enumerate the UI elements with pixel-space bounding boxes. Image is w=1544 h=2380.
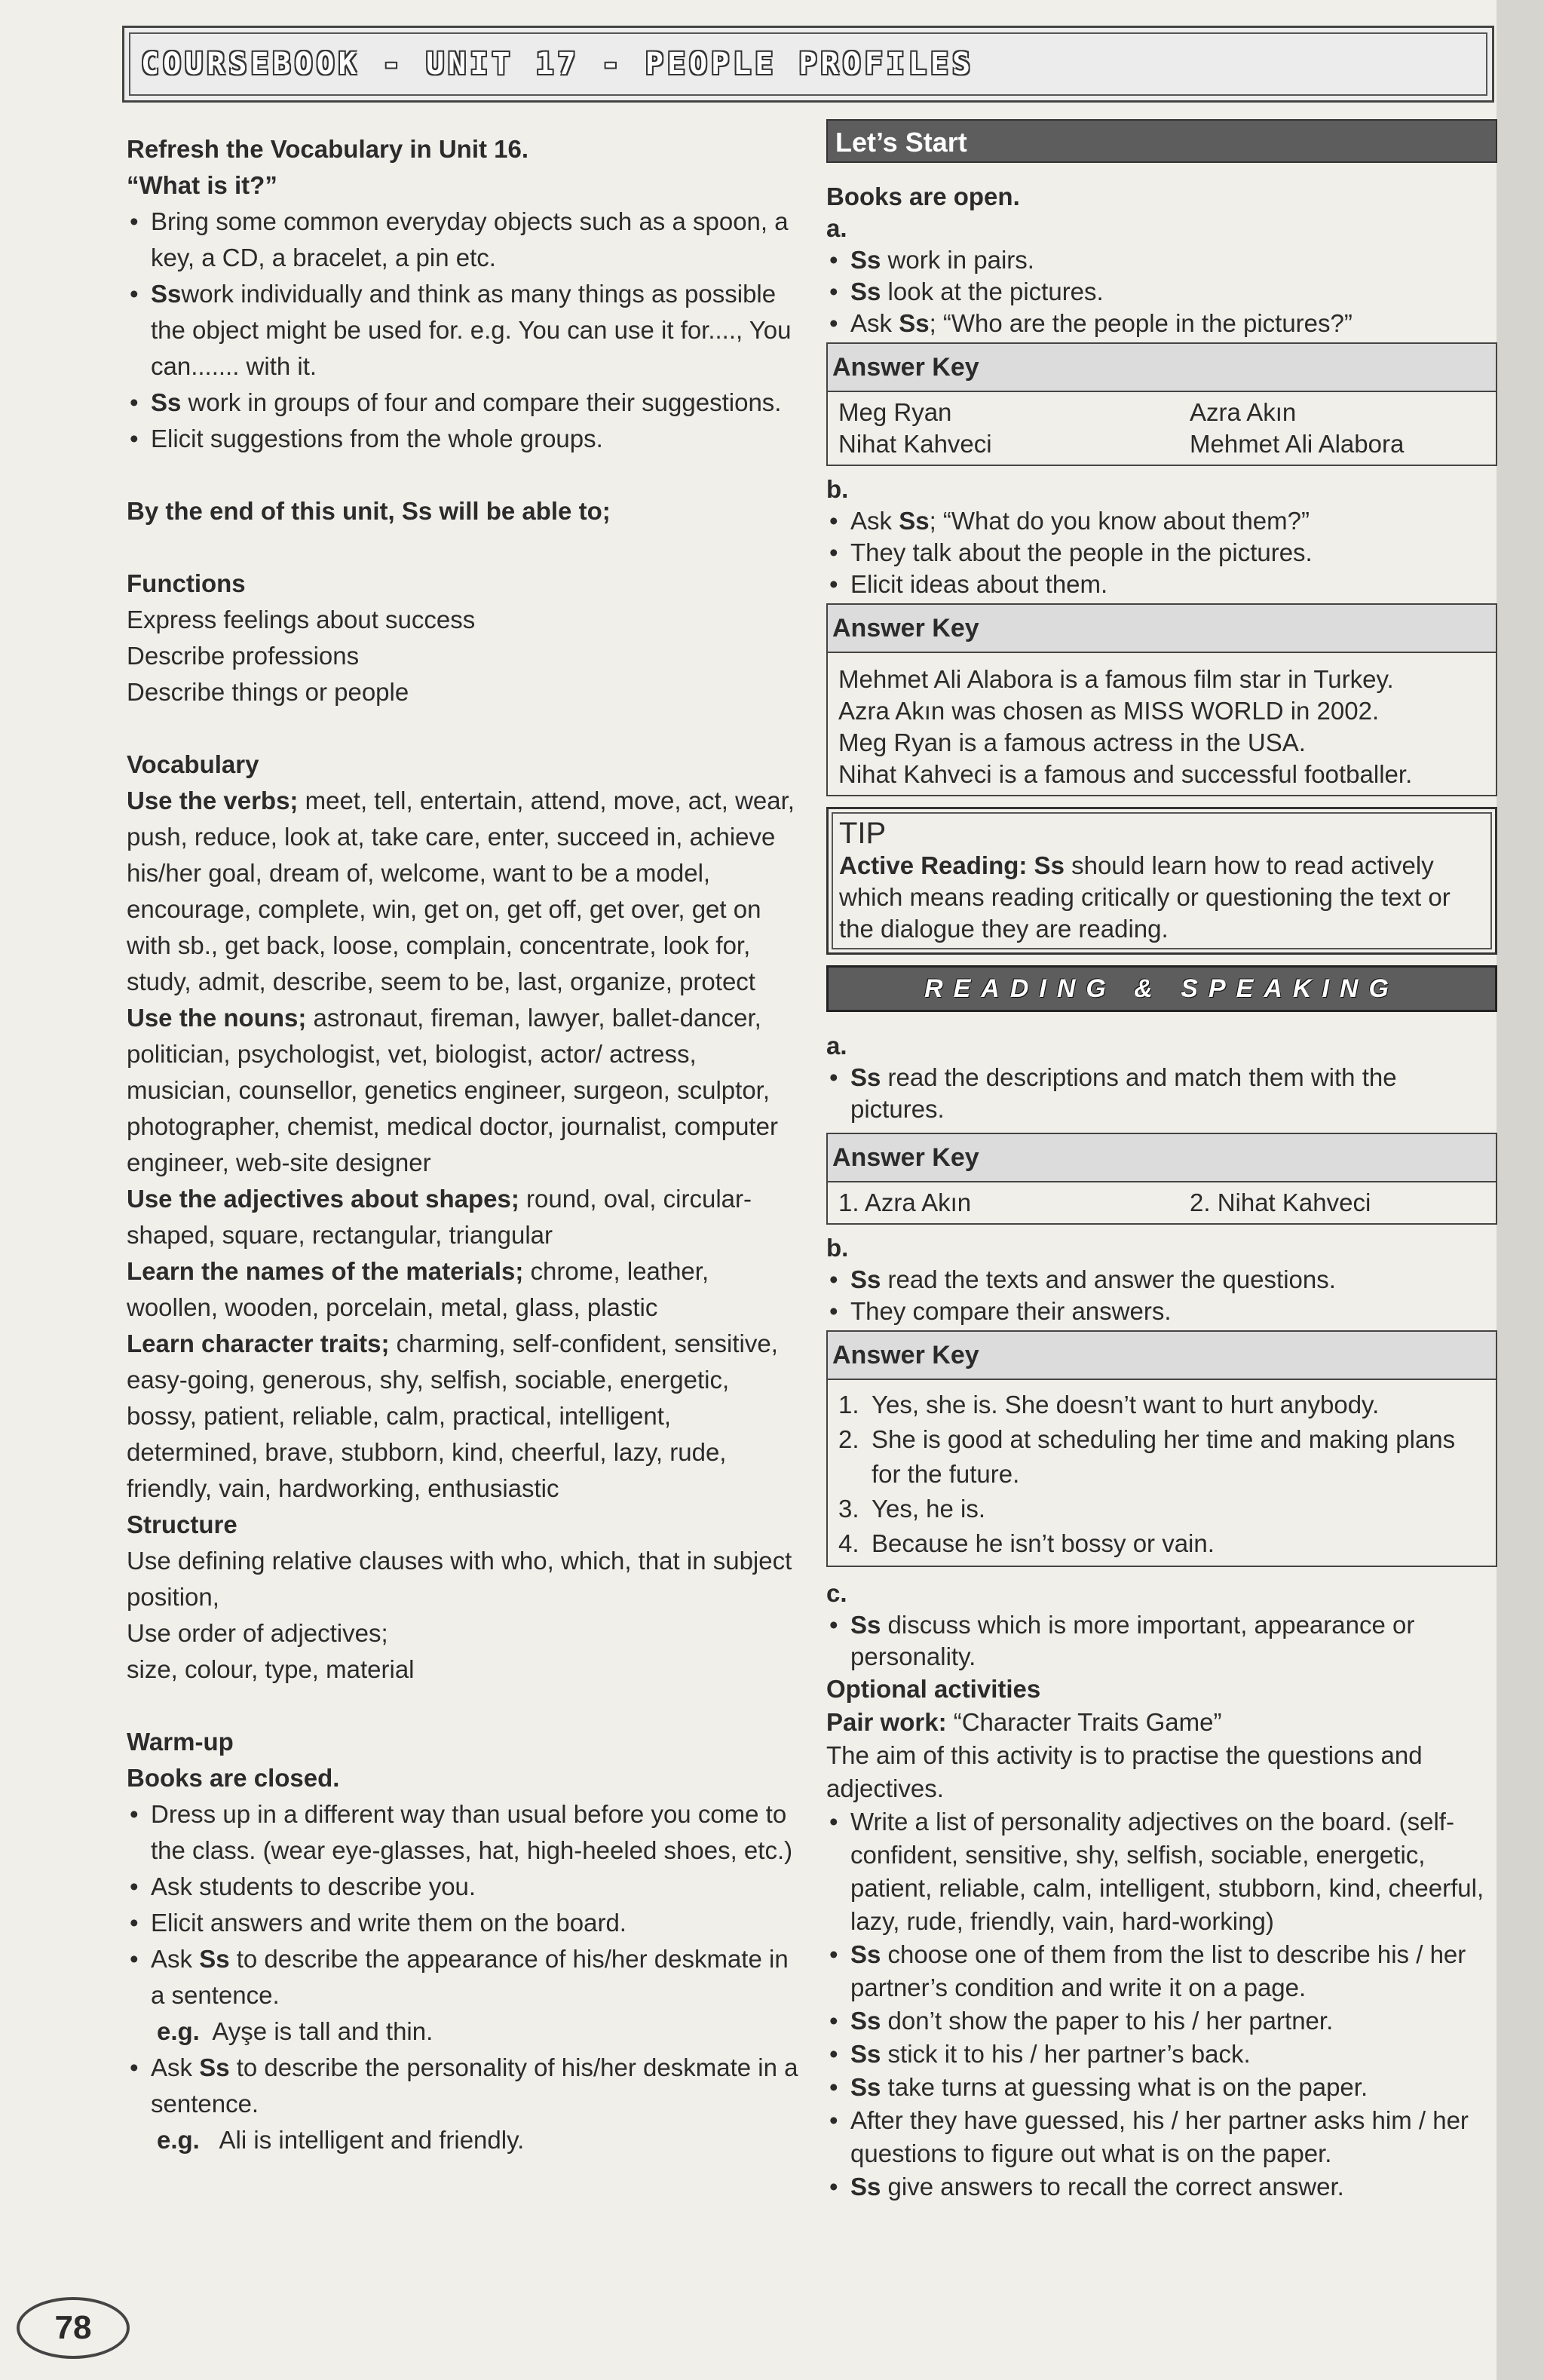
books-open: Books are open. (826, 182, 1020, 210)
answer-key-heading: Answer Key (828, 344, 1496, 392)
optional-list (826, 1805, 1497, 2204)
list-item: • Ask students to describe you. (127, 1869, 805, 1905)
books-closed: Books are closed. (127, 1764, 340, 1792)
unit-header (122, 26, 1494, 103)
optional-heading: Optional activities (826, 1675, 1041, 1703)
list-item: • They talk about the people in the pictures. (826, 537, 1497, 569)
list-item: • They compare their answers. (826, 1296, 1497, 1327)
list-item: • Sswork individually and think as many things as possible the object might be used for. e.g. You can use it for...., You can....... with it. (127, 276, 805, 385)
function-item: Describe things or people (127, 678, 409, 706)
list-item: • Elicit suggestions from the whole groups. (127, 421, 805, 457)
page-edge-shadow (1497, 0, 1544, 2380)
example-line: e.g. Ayşe is tall and thin. (157, 2017, 433, 2045)
answer-key-3: Answer Key 1. Azra Akın 2. Nihat Kahveci (826, 1133, 1497, 1225)
adjectives-paragraph: Use the adjectives about shapes; round, oval, circular-shaped, square, rectangular, triangular (127, 1185, 752, 1249)
unit-title: COURSEBOOK - UNIT 17 - PEOPLE PROFILES (141, 47, 975, 81)
list-item: • Ss read the texts and answer the questions. (826, 1264, 1497, 1296)
tip-box (826, 807, 1497, 955)
answer-key-heading: Answer Key (828, 1332, 1496, 1380)
list-item: • Ss look at the pictures. (826, 276, 1497, 308)
list-item: • After they have guessed, his / her partner asks him / her questions to figure out what is on the paper. (826, 2104, 1497, 2170)
list-item: • Ss choose one of them from the list to describe his / her partner’s condition and write it on a page. (826, 1938, 1497, 2004)
warmup-list (127, 1796, 805, 2013)
function-item: Express feelings about success (127, 606, 476, 633)
list-item: • Ss work in pairs. (826, 244, 1497, 276)
list-item: • Ss read the descriptions and match them with the pictures. (826, 1062, 1497, 1125)
nouns-paragraph: Use the nouns; astronaut, fireman, lawyer, ballet-dancer, politician, psychologist, vet, biologist, actor/ actress, musician, counsellor, genetics engineer, surgeon, sculptor, photographer, chemist, medical doctor, journalist, computer engineer, web-site designer (127, 1004, 778, 1176)
step-c-label: c. (826, 1579, 847, 1607)
list-item: • Ss work in groups of four and compare their suggestions. (127, 385, 805, 421)
list-item: • Ss don’t show the paper to his / her partner. (826, 2004, 1497, 2038)
step-a-label: a. (826, 214, 847, 242)
list-item: • Ss take turns at guessing what is on the paper. (826, 2071, 1497, 2104)
structure-line: Use defining relative clauses with who, which, that in subject position, (127, 1547, 792, 1611)
list-item: • Ask Ss to describe the appearance of his/her deskmate in a sentence. (127, 1941, 805, 2013)
right-column (826, 119, 1497, 2204)
structure-heading: Structure (127, 1511, 237, 1538)
list-item: • Ask Ss; “Who are the people in the pictures?” (826, 308, 1497, 339)
pair-work-line: Pair work: “Character Traits Game” (826, 1708, 1222, 1736)
warmup-heading: Warm-up (127, 1728, 234, 1756)
functions-heading: Functions (127, 569, 246, 597)
left-column (127, 131, 805, 2158)
vocabulary-heading: Vocabulary (127, 750, 259, 778)
answer-key-1: Answer Key Meg Ryan Azra Akın Nihat Kahveci Mehmet Ali Alabora (826, 342, 1497, 466)
refresh-list (127, 204, 805, 457)
step-a-label: a. (826, 1032, 847, 1060)
list-item: • Write a list of personality adjectives on the board. (self-confident, sensitive, shy, selfish, sociable, energetic, patient, reliable, calm, intelligent, stubborn, kind, cheerful, lazy, rude, friendly, vain, hard-working) (826, 1805, 1497, 1938)
aim-paragraph: The aim of this activity is to practise the questions and adjectives. (826, 1741, 1423, 1802)
structure-line: size, colour, type, material (127, 1655, 415, 1683)
page-number: 78 (17, 2297, 130, 2359)
answer-key-heading: Answer Key (828, 1134, 1496, 1182)
structure-line: Use order of adjectives; (127, 1619, 388, 1647)
traits-paragraph: Learn character traits; charming, self-confident, sensitive, easy-going, generous, shy, selfish, sociable, energetic, bossy, patient, reliable, calm, practical, intelligent, determined, brave, stubborn, kind, cheerful, lazy, rude, friendly, vain, hardworking, enthusiastic (127, 1330, 778, 1502)
refresh-title: Refresh the Vocabulary in Unit 16. (127, 135, 529, 163)
list-item: • Elicit ideas about them. (826, 569, 1497, 600)
tip-text: Active Reading: Ss should learn how to read actively which means reading critically or questioning the text or the dialogue they are reading. (839, 851, 1451, 943)
materials-paragraph: Learn the names of the materials; chrome, leather, woollen, wooden, porcelain, metal, glass, plastic (127, 1257, 709, 1321)
list-item: • Dress up in a different way than usual before you come to the class. (wear eye-glasses, hat, high-heeled shoes, etc.) (127, 1796, 805, 1869)
step-b-label: b. (826, 475, 849, 503)
answer-key-4: Answer Key 1. Yes, she is. She doesn’t want to hurt anybody. 2. She is good at scheduling her time and making plans for the future. 3. Yes, he is. 4. Because he isn’t bossy or vain. (826, 1330, 1497, 1567)
lets-start-bar: Let’s Start (826, 119, 1497, 163)
answer-key-heading: Answer Key (828, 605, 1496, 653)
function-item: Describe professions (127, 642, 360, 670)
example-line: e.g. Ali is intelligent and friendly. (157, 2126, 525, 2154)
what-is-it: “What is it?” (127, 171, 277, 199)
verbs-paragraph: Use the verbs; meet, tell, entertain, attend, move, act, wear, push, reduce, look at, take care, enter, succeed in, achieve his/her goal, dream of, welcome, want to be a model, encourage, complete, win, get on, get off, get over, get on with sb., get back, loose, complain, concentrate, look for, study, admit, describe, seem to be, last, organize, protect (127, 787, 795, 995)
answer-key-2: Answer Key Mehmet Ali Alabora is a famous film star in Turkey. Azra Akın was chosen as MISS WORLD in 2002. Meg Ryan is a famous actress in the USA. Nihat Kahveci is a famous and successful footballer. (826, 603, 1497, 796)
list-item: • Ask Ss to describe the personality of his/her deskmate in a sentence. (127, 2050, 805, 2122)
list-item: • Ss stick it to his / her partner’s back. (826, 2038, 1497, 2071)
step-b-label: b. (826, 1234, 849, 1262)
list-item: • Elicit answers and write them on the board. (127, 1905, 805, 1941)
list-item: • Ask Ss; “What do you know about them?” (826, 505, 1497, 537)
end-of-unit-heading: By the end of this unit, Ss will be able to; (127, 497, 611, 525)
list-item: • Ss give answers to recall the correct answer. (826, 2170, 1497, 2204)
reading-speaking-bar: READING & SPEAKING (826, 965, 1497, 1012)
tip-title: TIP (839, 817, 887, 850)
list-item: • Bring some common everyday objects such as a spoon, a key, a CD, a bracelet, a pin etc. (127, 204, 805, 276)
list-item: • Ss discuss which is more important, appearance or personality. (826, 1609, 1497, 1673)
